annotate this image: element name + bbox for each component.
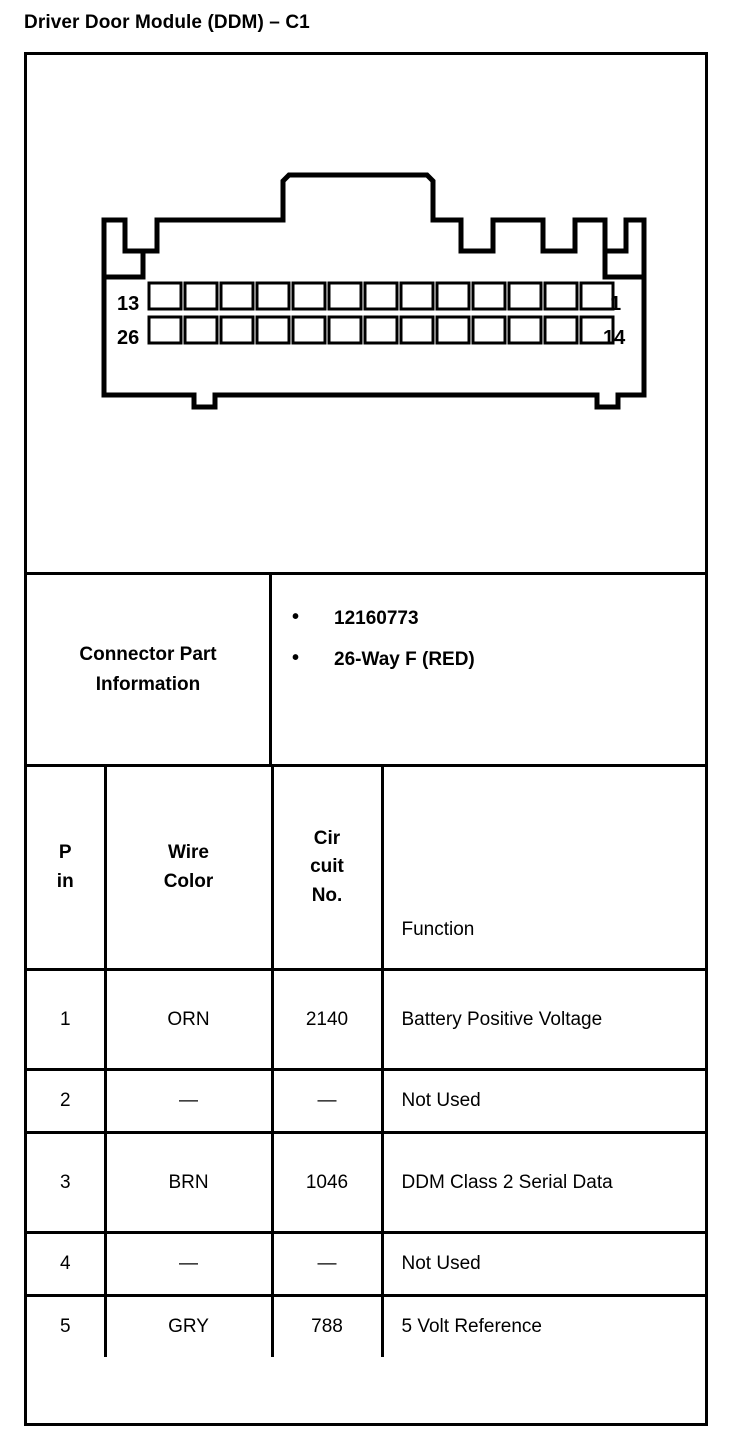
cell-pin: 1 bbox=[27, 970, 105, 1070]
cell-function: Battery Positive Voltage bbox=[382, 970, 705, 1070]
cell-circuit-no: 1046 bbox=[272, 1133, 382, 1233]
cell-function: 5 Volt Reference bbox=[401, 1316, 542, 1338]
connector-way-description: • 26-Way F (RED) bbox=[292, 650, 705, 669]
table-header-row bbox=[27, 767, 705, 970]
table-row bbox=[27, 1070, 705, 1133]
cell-circuit-no: — bbox=[272, 1233, 382, 1296]
table-row bbox=[27, 1296, 705, 1358]
page-title: Driver Door Module (DDM) – C1 bbox=[24, 12, 310, 33]
cell-wire-color: — bbox=[105, 1233, 272, 1296]
column-header-pin-line2: in bbox=[56, 870, 74, 892]
connector-part-number: • 12160773 bbox=[292, 609, 705, 628]
cell-function: Not Used bbox=[382, 1233, 705, 1296]
connector-part-information-label: Connector Part Information bbox=[27, 575, 272, 764]
column-header-circuit-line2: cuit bbox=[310, 856, 344, 878]
cavity-label-right-top: 1 bbox=[610, 293, 622, 315]
table-row bbox=[27, 1133, 705, 1233]
cell-function: DDM Class 2 Serial Data bbox=[382, 1133, 705, 1233]
column-header-pin-line1: P bbox=[58, 842, 72, 863]
cell-circuit-no: — bbox=[272, 1070, 382, 1133]
cell-function: Not Used bbox=[382, 1070, 705, 1133]
cavity-label-left-bottom: 26 bbox=[117, 327, 140, 349]
cell-wire-color: GRY bbox=[105, 1296, 272, 1358]
cell-wire-color: — bbox=[105, 1070, 272, 1133]
pin-table bbox=[27, 764, 705, 1357]
column-header-function: Function bbox=[382, 767, 705, 970]
cell-circuit-no: 788 bbox=[272, 1296, 382, 1358]
connector-part-information-values bbox=[272, 575, 705, 764]
column-header-wire-color-line1: Wire bbox=[167, 842, 209, 863]
column-header-circuit-no bbox=[272, 767, 382, 970]
table-row bbox=[27, 1233, 705, 1296]
cavity-label-left-top: 13 bbox=[117, 293, 140, 315]
column-header-circuit-line3: No. bbox=[311, 884, 343, 906]
cell-wire-color: ORN bbox=[105, 970, 272, 1070]
connector-info-box bbox=[24, 52, 708, 1426]
column-header-wire-color-line2: Color bbox=[163, 870, 214, 892]
column-header-wire-color bbox=[105, 767, 272, 970]
cell-circuit-no: 2140 bbox=[272, 970, 382, 1070]
connector-part-information-row bbox=[27, 572, 705, 764]
cell-wire-color: BRN bbox=[105, 1133, 272, 1233]
column-header-pin bbox=[27, 767, 105, 970]
cell-pin: 3 bbox=[27, 1133, 105, 1233]
cell-pin: 2 bbox=[27, 1070, 105, 1133]
cell-pin: 5 bbox=[27, 1296, 105, 1358]
connector-illustration bbox=[27, 55, 705, 572]
table-row bbox=[27, 970, 705, 1070]
cell-pin: 4 bbox=[27, 1233, 105, 1296]
column-header-circuit-line1: Cir bbox=[313, 827, 341, 849]
cavity-label-right-bottom: 14 bbox=[603, 327, 626, 349]
